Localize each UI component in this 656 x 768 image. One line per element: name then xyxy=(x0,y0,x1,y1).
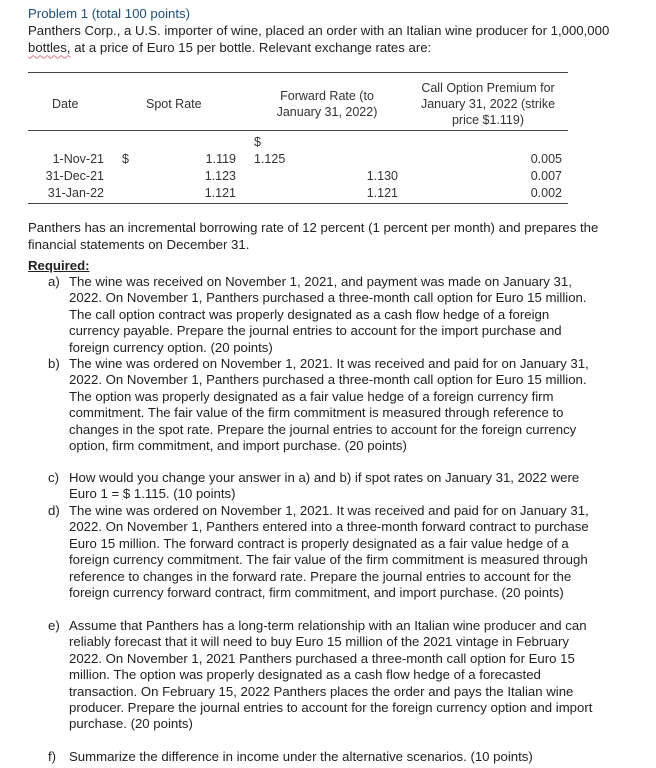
header-spot-rate: Spot Rate xyxy=(146,97,202,111)
forward-dollar-sign: $ xyxy=(254,135,261,149)
row2-option: 0.007 xyxy=(530,169,562,183)
header-call-option-premium: Call Option Premium for January 31, 2022 (strike price $1.119) xyxy=(420,81,556,127)
requirement-b xyxy=(48,356,593,454)
row1-date: 1-Nov-21 xyxy=(52,152,104,166)
row3-option: 0.002 xyxy=(530,186,562,200)
requirement-b-text: The wine was ordered on November 1, 2021. It was received and paid for on January 31, 2022. On November 1, Panthers purchased a three-month call option for Euro 15 million. The option was properly designated as a fair value hedge of a foreign currency firm commitment. The fair value of the firm commitment is measured through reference to changes in the spot rate. Prepare the journal entries to account for the foreign currency option, firm commitment, and import purchase. (20 points) xyxy=(69,356,589,454)
row3-forward: 1.121 xyxy=(366,186,398,200)
intro-text-2: at a price of Euro 15 per bottle. Relevant exchange rates are: xyxy=(70,39,432,55)
row1-option: 0.005 xyxy=(530,152,562,166)
borrowing-paragraph: Panthers has an incremental borrowing rate of 12 percent (1 percent per month) and prepares the financial statements on December 31. xyxy=(28,220,599,252)
row2-date: 31-Dec-21 xyxy=(45,169,104,183)
intro-paragraph xyxy=(28,23,628,56)
requirement-a xyxy=(48,274,593,356)
requirement-d-text: The wine was ordered on November 1, 2021. It was received and paid for on January 31, 2022. On November 1, Panthers entered into a three-month forward contract to purchase Euro 15 million. The forward contract is properly designated as a fair value hedge of a foreign currency commitment. The fair value of the firm commitment is measured through reference to changes in the forward rate. Prepare the journal entries to account for the foreign currency forward contract, firm commitment, and import purchase. (20 points) xyxy=(69,503,589,601)
requirement-f-text: Summarize the difference in income under the alternative scenarios. (10 points) xyxy=(69,749,533,764)
row3-spot: 1.121 xyxy=(204,186,236,200)
requirement-e-text: Assume that Panthers has a long-term relationship with an Italian wine producer and can reliably forecast that it will need to buy Euro 15 million of the 2021 vintage in February 2022. On November 1, 2021 Panthers purchased a three-month call option for Euro 15 million. The option was properly designated as a cash flow hedge of a forecasted transaction. On February 15, 2022 Panthers places the order and pays the Italian wine producer. Prepare the journal entries to account for the foreign currency option and import purchase. (20 points) xyxy=(69,618,593,732)
table-header-rule xyxy=(28,130,568,131)
table-top-rule xyxy=(28,72,568,73)
row2-forward: 1.130 xyxy=(366,169,398,183)
required-heading: Required: xyxy=(28,258,90,273)
requirement-f-label: f) xyxy=(48,749,57,764)
intro-bottles: bottles, xyxy=(28,39,71,55)
requirement-b-label: b) xyxy=(48,356,60,371)
table-bottom-rule xyxy=(28,203,568,204)
requirement-c-text: How would you change your answer in a) and b) if spot rates on January 31, 2022 were Euro 1 = $ 1.115. (10 points) xyxy=(69,470,580,502)
row1-dollar: $ xyxy=(122,152,129,166)
row3-date: 31-Jan-22 xyxy=(47,186,104,200)
requirement-a-text: The wine was received on November 1, 2021, and payment was made on January 31, 2022. On November 1, Panthers purchased a three-month call option for Euro 15 million. The call option contract was properly designated as a cash flow hedge of a foreign currency payable. Prepare the journal entries to account for the import purchase and foreign currency option. (20 points) xyxy=(69,274,587,355)
requirement-e xyxy=(48,618,593,733)
requirement-f xyxy=(48,749,593,765)
row2-spot: 1.123 xyxy=(204,169,236,183)
requirement-e-label: e) xyxy=(48,618,60,633)
header-forward-rate: Forward Rate (to January 31, 2022) xyxy=(276,89,378,119)
requirement-c xyxy=(48,470,593,503)
problem-title: Problem 1 (total 100 points) xyxy=(28,6,190,21)
requirement-c-label: c) xyxy=(48,470,59,485)
requirement-a-label: a) xyxy=(48,274,60,289)
header-date: Date xyxy=(52,97,79,111)
intro-text-1: Panthers Corp., a U.S. importer of wine, placed an order with an Italian wine producer for 1,000,000 xyxy=(28,23,610,38)
row1-spot: 1.119 xyxy=(205,152,236,166)
row1-forward: 1.125 xyxy=(254,152,286,166)
requirement-d-label: d) xyxy=(48,503,60,518)
requirement-d xyxy=(48,503,593,601)
